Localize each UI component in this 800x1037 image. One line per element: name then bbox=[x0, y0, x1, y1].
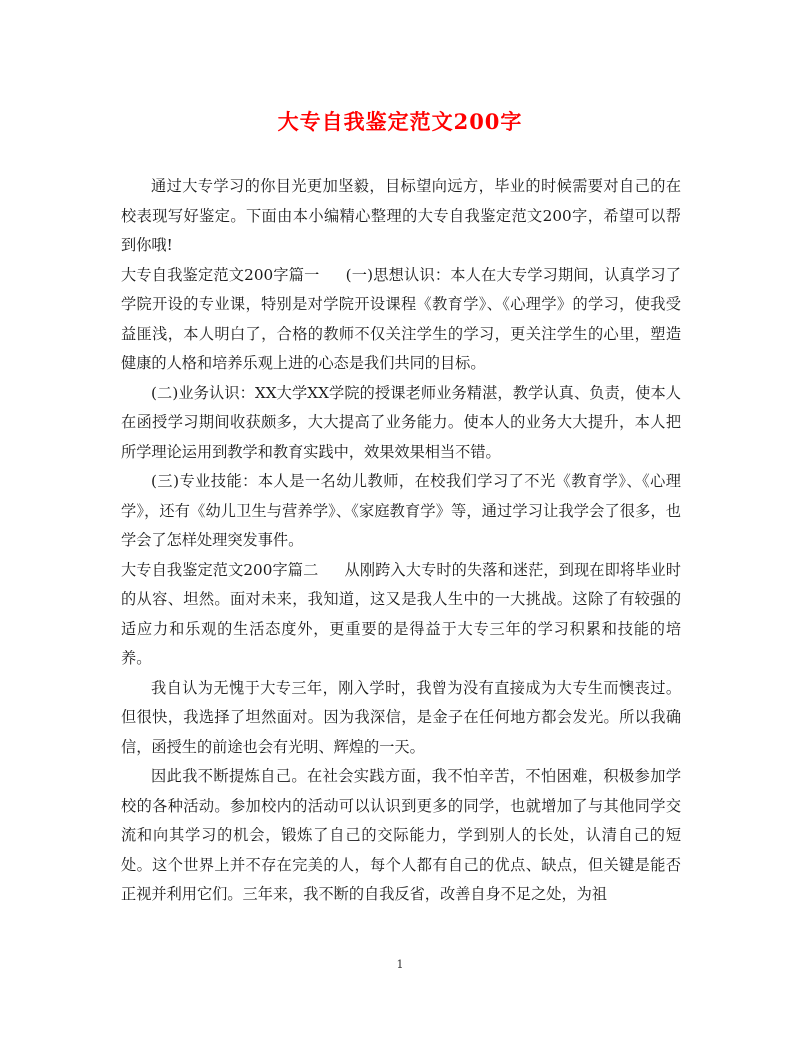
section-one-paragraph bbox=[121, 261, 681, 379]
page-number: 1 bbox=[396, 958, 404, 971]
section-two-heading: 大专自我鉴定范文200字篇二 bbox=[121, 560, 319, 579]
section-one-heading: 大专自我鉴定范文200字篇一 bbox=[121, 265, 320, 284]
document-body bbox=[121, 172, 681, 910]
business-paragraph: (二)业务认识：XX大学XX学院的授课老师业务精湛，教学认真、负责，使本人在函授学习期间收获颇多，大大提高了业务能力。使本人的业务大大提升，本人把所学理论运用到教学和教育实践中，效果效果相当不错。 bbox=[121, 383, 681, 461]
section-two-paragraph bbox=[121, 556, 681, 674]
section-one-text: (一)思想认识：本人在大专学习期间，认真学习了学院开设的专业课，特别是对学院开设课程《教育学》、《心理学》的学习，使我受益匪浅，本人明白了，合格的教师不仅关注学生的学习，更关注学生的心里，塑造健康的人格和培养乐观上进的心态是我们共同的目标。 bbox=[121, 265, 681, 372]
section-two-text: 从刚跨入大专时的失落和迷茫，到现在即将毕业时的从容、坦然。面对未来，我知道，这又是我人生中的一大挑战。这除了有较强的适应力和乐观的生活态度外，更重要的是得益于大专三年的学习积累和技能的培养。 bbox=[121, 560, 681, 667]
skills-paragraph: (三)专业技能：本人是一名幼儿教师，在校我们学习了不光《教育学》、《心理学》，还有《幼儿卫生与营养学》、《家庭教育学》等，通过学习让我学会了很多，也学会了怎样处理突发事件。 bbox=[121, 472, 681, 549]
practice-paragraph: 因此我不断提炼自己。在社会实践方面，我不怕辛苦，不怕困难，积极参加学校的各种活动。参加校内的活动可以认识到更多的同学，也就增加了与其他同学交流和向其学习的机会，锻炼了自己的交际能力，学到别人的长处，认清自己的短处。这个世界上并不存在完美的人，每个人都有自己的优点、缺点，但关键是能否正视并利用它们。三年来，我不断的自我反省，改善自身不足之处，为祖 bbox=[121, 767, 681, 903]
intro-paragraph: 通过大专学习的你目光更加坚毅，目标望向远方，毕业的时候需要对自己的在校表现写好鉴定。下面由本小编精心整理的大专自我鉴定范文200字，希望可以帮到你哦! bbox=[121, 177, 681, 254]
self-assessment-paragraph: 我自认为无愧于大专三年，刚入学时，我曾为没有直接成为大专生而懊丧过。但很快，我选择了坦然面对。因为我深信，是金子在任何地方都会发光。所以我确信，函授生的前途也会有光明、辉煌的一天。 bbox=[121, 678, 681, 756]
document-title: 大专自我鉴定范文200字 bbox=[277, 109, 523, 134]
